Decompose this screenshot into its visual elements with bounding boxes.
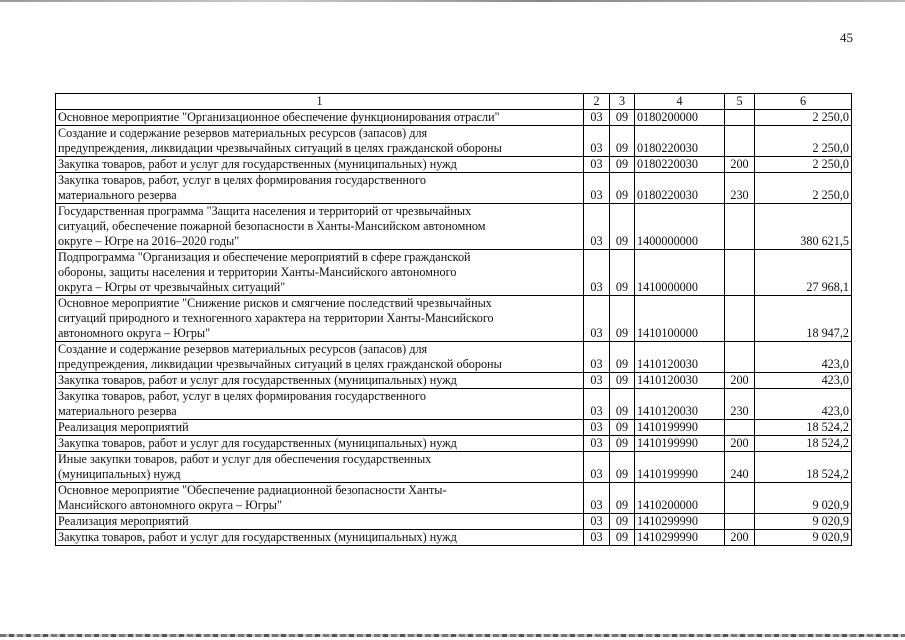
row-target-article: 0180220030 [635,173,725,204]
row-name-line: (муниципальных) нужд [58,467,181,481]
row-subsection: 09 [610,110,635,126]
row-name [56,436,584,452]
row-subsection: 09 [610,204,635,250]
table-row [56,373,852,389]
row-amount: 18 524,2 [755,436,852,452]
row-amount: 423,0 [755,389,852,420]
row-expense-type: 200 [725,436,755,452]
row-expense-type: 200 [725,530,755,546]
row-amount: 380 621,5 [755,204,852,250]
table-row [56,420,852,436]
row-amount: 9 020,9 [755,530,852,546]
row-name-line: Закупка товаров, работ и услуг для государственных (муниципальных) нужд [58,436,457,450]
row-expense-type [725,483,755,514]
row-name-line: Закупка товаров, работ и услуг для государственных (муниципальных) нужд [58,157,457,171]
table-row [56,483,852,514]
row-name-line: Реализация мероприятий [58,420,189,434]
row-name-line: Основное мероприятие "Обеспечение радиационной безопасности Ханты- [58,483,447,497]
row-name-line: Закупка товаров, работ и услуг для государственных (муниципальных) нужд [58,530,457,544]
row-name [56,452,584,483]
row-section: 03 [584,110,610,126]
row-name-line: Мансийского автономного округа – Югры" [58,498,282,512]
row-target-article: 1410199990 [635,420,725,436]
row-target-article: 1410200000 [635,483,725,514]
row-name-line: Иные закупки товаров, работ и услуг для обеспечения государственных [58,452,432,466]
row-name-line: обороны, защиты населения и территории Ханты-Мансийского автономного [58,265,457,279]
row-target-article: 1410120030 [635,389,725,420]
row-name [56,173,584,204]
row-section: 03 [584,342,610,373]
col-header-target-article: 4 [635,94,725,110]
table-row [56,530,852,546]
row-expense-type [725,204,755,250]
col-header-amount: 6 [755,94,852,110]
row-section: 03 [584,436,610,452]
header-row [56,94,852,110]
row-amount: 27 968,1 [755,250,852,296]
table-row [56,342,852,373]
row-target-article: 1410000000 [635,250,725,296]
row-expense-type: 200 [725,157,755,173]
row-name-line: Создание и содержание резервов материальных ресурсов (запасов) для [58,342,428,356]
row-name-line: ситуаций природного и техногенного характера на территории Ханты-Мансийского [58,311,494,325]
row-expense-type [725,110,755,126]
table-row [56,296,852,342]
row-target-article: 1410299990 [635,530,725,546]
row-amount: 18 947,2 [755,296,852,342]
row-subsection: 09 [610,452,635,483]
row-target-article: 1410100000 [635,296,725,342]
row-subsection: 09 [610,420,635,436]
table-row [56,389,852,420]
table-row [56,452,852,483]
row-name [56,110,584,126]
row-name [56,250,584,296]
col-header-subsection: 3 [610,94,635,110]
row-name-line: округе – Югре на 2016–2020 годы" [58,234,240,248]
row-name-line: Подпрограмма "Организация и обеспечение мероприятий в сфере гражданской [58,250,471,264]
row-section: 03 [584,483,610,514]
row-amount: 2 250,0 [755,110,852,126]
row-expense-type [725,514,755,530]
row-expense-type [725,420,755,436]
row-name [56,483,584,514]
row-target-article: 1410199990 [635,452,725,483]
table-row [56,173,852,204]
col-header-name: 1 [56,94,584,110]
row-section: 03 [584,157,610,173]
row-name [56,157,584,173]
scan-edge-bottom [0,634,905,637]
row-amount: 2 250,0 [755,157,852,173]
row-target-article: 0180200000 [635,110,725,126]
row-section: 03 [584,373,610,389]
row-section: 03 [584,204,610,250]
col-header-expense-type: 5 [725,94,755,110]
row-name-line: округа – Югры от чрезвычайных ситуаций" [58,280,286,294]
row-name-line: Закупка товаров, работ и услуг для государственных (муниципальных) нужд [58,373,457,387]
row-name-line: Создание и содержание резервов материальных ресурсов (запасов) для [58,126,428,140]
row-name-line: материального резерва [58,188,177,202]
row-expense-type: 230 [725,389,755,420]
row-name-line: Основное мероприятие "Организационное обеспечение функционирования отрасли" [58,110,500,124]
row-name [56,420,584,436]
row-amount: 2 250,0 [755,126,852,157]
row-section: 03 [584,296,610,342]
row-subsection: 09 [610,296,635,342]
row-target-article: 1410199990 [635,436,725,452]
row-expense-type [725,296,755,342]
table-row [56,110,852,126]
row-name [56,514,584,530]
row-name-line: Основное мероприятие "Снижение рисков и смягчение последствий чрезвычайных [58,296,492,310]
row-target-article: 1410120030 [635,373,725,389]
row-subsection: 09 [610,126,635,157]
row-subsection: 09 [610,250,635,296]
page-number: 45 [840,30,853,45]
row-section: 03 [584,452,610,483]
row-name [56,389,584,420]
table-row [56,514,852,530]
row-target-article: 0180220030 [635,126,725,157]
row-subsection: 09 [610,530,635,546]
row-name-line: предупреждения, ликвидации чрезвычайных ситуаций в целях гражданской обороны [58,141,502,155]
row-section: 03 [584,514,610,530]
row-name [56,373,584,389]
row-expense-type [725,342,755,373]
row-name [56,530,584,546]
row-name-line: Закупка товаров, работ, услуг в целях формирования государственного [58,389,426,403]
row-name-line: ситуаций, обеспечение пожарной безопасности в Ханты-Мансийском автономном [58,219,486,233]
row-expense-type: 240 [725,452,755,483]
row-expense-type [725,126,755,157]
scan-edge-top [0,0,905,2]
row-subsection: 09 [610,436,635,452]
row-subsection: 09 [610,514,635,530]
row-subsection: 09 [610,389,635,420]
table-row [56,126,852,157]
row-subsection: 09 [610,157,635,173]
row-name [56,126,584,157]
table-row [56,157,852,173]
row-target-article: 1410120030 [635,342,725,373]
row-subsection: 09 [610,342,635,373]
row-name-line: материального резерва [58,404,177,418]
row-subsection: 09 [610,173,635,204]
row-amount: 423,0 [755,373,852,389]
row-section: 03 [584,389,610,420]
row-target-article: 1410299990 [635,514,725,530]
row-section: 03 [584,420,610,436]
row-target-article: 0180220030 [635,157,725,173]
row-section: 03 [584,173,610,204]
table-row [56,436,852,452]
row-name-line: Реализация мероприятий [58,514,189,528]
row-expense-type: 230 [725,173,755,204]
row-section: 03 [584,530,610,546]
row-amount: 9 020,9 [755,483,852,514]
row-name [56,342,584,373]
row-section: 03 [584,250,610,296]
row-amount: 423,0 [755,342,852,373]
row-name-line: Закупка товаров, работ, услуг в целях формирования государственного [58,173,426,187]
row-name-line: предупреждения, ликвидации чрезвычайных ситуаций в целях гражданской обороны [58,357,502,371]
row-expense-type [725,250,755,296]
row-subsection: 09 [610,373,635,389]
row-name [56,296,584,342]
budget-table [55,93,852,546]
row-amount: 18 524,2 [755,452,852,483]
table-row [56,204,852,250]
row-amount: 18 524,2 [755,420,852,436]
row-name-line: автономного округа – Югры" [58,326,211,340]
row-amount: 9 020,9 [755,514,852,530]
row-expense-type: 200 [725,373,755,389]
row-amount: 2 250,0 [755,173,852,204]
row-target-article: 1400000000 [635,204,725,250]
col-header-section: 2 [584,94,610,110]
row-name [56,204,584,250]
row-subsection: 09 [610,483,635,514]
row-section: 03 [584,126,610,157]
row-name-line: Государственная программа "Защита населения и территорий от чрезвычайных [58,204,472,218]
table-row [56,250,852,296]
